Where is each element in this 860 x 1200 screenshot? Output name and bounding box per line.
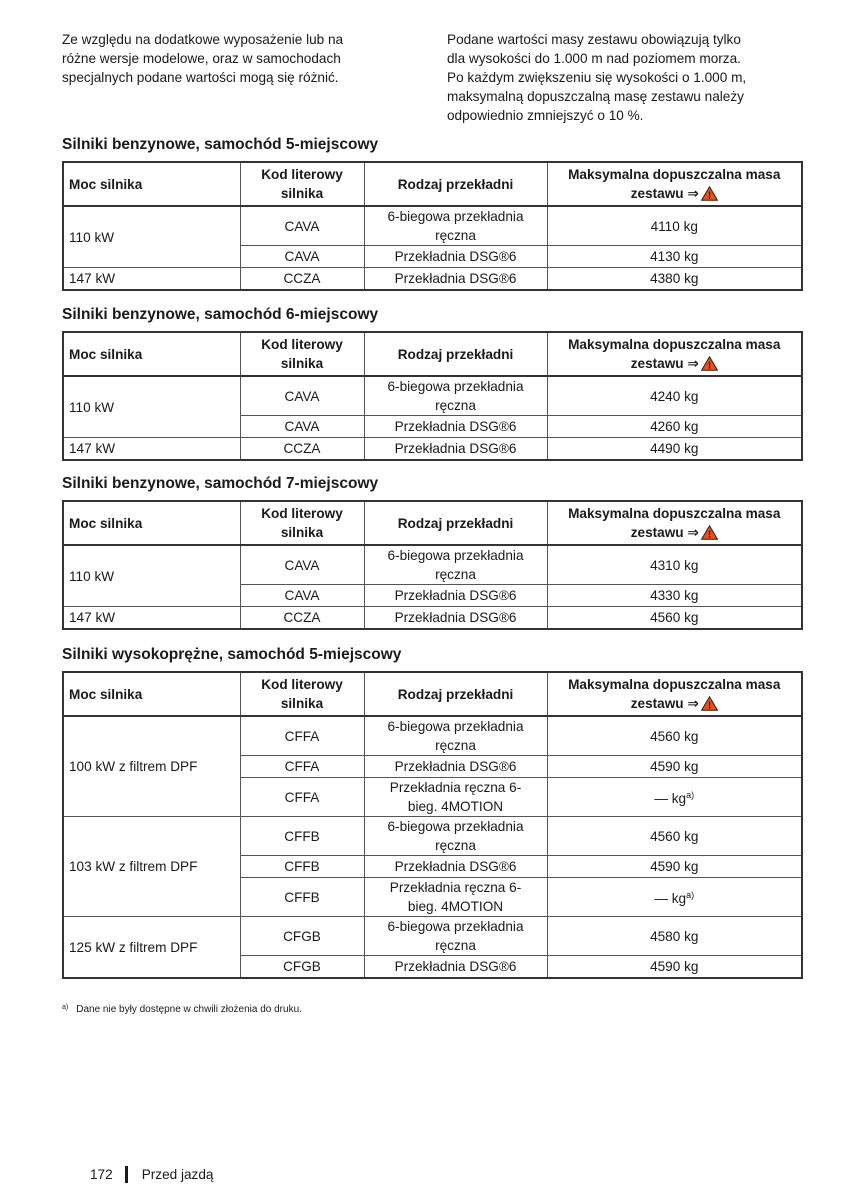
gearbox-line: Przekładnia ręczna 6- [389,880,522,895]
intro-line: dla wysokości do 1.000 m nad poziomem morza. [447,51,741,66]
gearbox-line: Przekładnia DSG®6 [394,959,517,974]
gearbox-line: Przekładnia DSG®6 [394,859,517,874]
mass-value: 4580 kg [650,928,699,944]
max-mass-cell [547,756,802,778]
header-code [240,332,364,376]
max-mass-cell [547,778,802,817]
engine-code-cell: CFGB [240,956,364,979]
header-mass-line: zestawu ⇒ [630,356,699,371]
intro-line: specjalnych podane wartości mogą się różnić. [62,70,339,85]
gearbox-line: ręczna [435,938,476,953]
header-code-line: Kod literowy [261,167,343,182]
mass-value: 4590 kg [650,959,699,974]
gearbox-cell [364,917,547,956]
engine-code-cell: CAVA [240,246,364,268]
page-number: 172 [90,1167,113,1182]
gearbox-cell [364,416,547,438]
gearbox-line: ręczna [435,228,476,243]
section-title: Silniki benzynowe, samochód 6-miejscowy [62,306,379,323]
gearbox-line: ręczna [435,838,476,853]
warning-triangle-icon [701,356,718,371]
gearbox-line: bieg. 4MOTION [407,799,504,814]
header-gearbox: Rodzaj przekładni [364,162,547,206]
footnote-mark: a) [62,1004,69,1011]
header-power: Moc silnika [63,332,240,376]
warning-triangle-icon [701,696,718,711]
gearbox-cell [364,206,547,246]
footer-divider [125,1166,128,1183]
engine-code-cell: CCZA [240,438,364,461]
gearbox-cell [364,778,547,817]
towing-mass-table [62,161,803,291]
header-code-line: silnika [280,356,324,371]
intro-left [62,30,397,87]
gearbox-line: Przekładnia DSG®6 [394,610,517,625]
gearbox-line: ręczna [435,398,476,413]
header-mass [547,162,802,206]
max-mass-cell [547,878,802,917]
chapter-title: Przed jazdą [141,1167,214,1182]
max-mass-cell [547,817,802,856]
spec-section [62,305,802,461]
mass-value: 4380 kg [650,271,699,286]
engine-power-cell: 147 kW [63,268,240,291]
mass-value: — kg [654,791,687,806]
header-code-line: Kod literowy [261,337,343,352]
table-row [63,716,802,756]
engine-code-cell: CAVA [240,376,364,416]
intro-line: różne wersje modelowe, oraz w samochodach [62,51,341,66]
towing-mass-table [62,331,803,461]
mass-value: 4590 kg [650,759,699,774]
engine-code-cell: CAVA [240,545,364,585]
engine-power-cell: 147 kW [63,607,240,630]
header-gearbox: Rodzaj przekładni [364,672,547,716]
table-row [63,438,802,461]
spec-section [62,135,802,291]
engine-code-cell: CFGB [240,917,364,956]
engine-power-cell: 110 kW [63,206,240,268]
header-code-line: silnika [280,696,324,711]
gearbox-cell [364,376,547,416]
engine-code-cell: CFFB [240,878,364,917]
header-code [240,672,364,716]
table-row [63,206,802,246]
header-gearbox: Rodzaj przekładni [364,501,547,545]
header-code-line: silnika [280,186,324,201]
header-power: Moc silnika [63,501,240,545]
header-mass-line: Maksymalna dopuszczalna masa [568,506,781,521]
intro-line: maksymalną dopuszczalną masę zestawu należy [447,89,744,104]
header-power: Moc silnika [63,162,240,206]
gearbox-line: 6-biegowa przekładnia [387,548,524,563]
gearbox-cell [364,716,547,756]
header-gearbox: Rodzaj przekładni [364,332,547,376]
table-row [63,607,802,630]
max-mass-cell [547,376,802,416]
section-title: Silniki benzynowe, samochód 5-miejscowy [62,136,379,153]
max-mass-cell [547,206,802,246]
mass-value: 4330 kg [650,588,699,603]
header-code-line: Kod literowy [261,677,343,692]
header-code [240,162,364,206]
header-mass-line: Maksymalna dopuszczalna masa [568,167,781,182]
engine-code-cell: CFFA [240,756,364,778]
gearbox-cell [364,756,547,778]
mass-value: 4130 kg [650,249,699,264]
gearbox-cell [364,268,547,291]
header-row [63,162,802,206]
engine-power-cell: 110 kW [63,545,240,607]
header-mass-line: Maksymalna dopuszczalna masa [568,677,781,692]
mass-value: 4560 kg [650,828,699,844]
header-row [63,501,802,545]
intro-line: Po każdym zwiększeniu się wysokości o 1.000 m, [447,70,747,85]
intro-line: Ze względu na dodatkowe wyposażenie lub na [62,32,344,47]
max-mass-cell [547,917,802,956]
gearbox-line: 6-biegowa przekładnia [387,379,524,394]
engine-power-cell: 103 kW z filtrem DPF [63,817,240,917]
engine-code-cell: CFFA [240,716,364,756]
gearbox-line: 6-biegowa przekładnia [387,719,524,734]
engine-power-cell: 147 kW [63,438,240,461]
mass-value: 4310 kg [650,557,699,573]
engine-code-cell: CAVA [240,416,364,438]
spec-section [62,474,802,630]
max-mass-cell [547,416,802,438]
max-mass-cell [547,956,802,979]
max-mass-cell [547,438,802,461]
mass-value: 4560 kg [650,728,699,744]
svg-text:!: ! [707,360,711,371]
max-mass-cell [547,716,802,756]
max-mass-cell [547,246,802,268]
engine-code-cell: CCZA [240,268,364,291]
gearbox-line: Przekładnia DSG®6 [394,419,517,434]
svg-text:!: ! [707,700,711,711]
header-mass [547,672,802,716]
section-title: Silniki wysokoprężne, samochód 5-miejscowy [62,646,402,663]
footnote-ref: a) [686,790,695,800]
gearbox-line: bieg. 4MOTION [407,899,504,914]
header-row [63,332,802,376]
footnote-text: Dane nie były dostępne w chwili złożenia do druku. [76,1004,302,1015]
page-footer [90,1166,213,1183]
header-mass-line: Maksymalna dopuszczalna masa [568,337,781,352]
mass-value: 4590 kg [650,859,699,874]
max-mass-cell [547,607,802,630]
intro-line: Podane wartości masy zestawu obowiązują tylko [447,32,741,47]
engine-code-cell: CFFB [240,817,364,856]
table-row [63,268,802,291]
spec-section [62,645,802,979]
engine-power-cell: 100 kW z filtrem DPF [63,716,240,817]
gearbox-cell [364,878,547,917]
header-mass [547,332,802,376]
gearbox-line: ręczna [435,567,476,582]
gearbox-line: Przekładnia ręczna 6- [389,780,522,795]
gearbox-line: 6-biegowa przekładnia [387,919,524,934]
gearbox-line: Przekładnia DSG®6 [394,588,517,603]
gearbox-cell [364,438,547,461]
mass-value: 4490 kg [650,441,699,456]
engine-code-cell: CAVA [240,206,364,246]
header-mass-line: zestawu ⇒ [630,696,699,711]
gearbox-cell [364,856,547,878]
header-mass-line: zestawu ⇒ [630,525,699,540]
mass-value: — kg [654,891,687,906]
table-row [63,817,802,856]
towing-mass-table [62,671,803,979]
max-mass-cell [547,545,802,585]
mass-value: 4240 kg [650,388,699,404]
max-mass-cell [547,585,802,607]
gearbox-cell [364,817,547,856]
intro-line: odpowiednio zmniejszyć o 10 %. [447,108,644,123]
footnote [62,1004,302,1015]
gearbox-cell [364,607,547,630]
svg-text:!: ! [707,190,711,201]
max-mass-cell [547,856,802,878]
gearbox-cell [364,246,547,268]
header-power: Moc silnika [63,672,240,716]
engine-code-cell: CAVA [240,585,364,607]
towing-mass-table [62,500,803,630]
gearbox-line: Przekładnia DSG®6 [394,441,517,456]
warning-triangle-icon [701,186,718,201]
table-row [63,376,802,416]
header-mass-line: zestawu ⇒ [630,186,699,201]
mass-value: 4560 kg [650,610,699,625]
warning-triangle-icon [701,525,718,540]
engine-code-cell: CFFB [240,856,364,878]
engine-code-cell: CFFA [240,778,364,817]
engine-code-cell: CCZA [240,607,364,630]
header-code-line: Kod literowy [261,506,343,521]
gearbox-cell [364,585,547,607]
max-mass-cell [547,268,802,291]
gearbox-cell [364,956,547,979]
gearbox-line: Przekładnia DSG®6 [394,249,517,264]
gearbox-cell [364,545,547,585]
engine-power-cell: 110 kW [63,376,240,438]
svg-text:!: ! [707,529,711,540]
intro-right [447,30,797,125]
header-code [240,501,364,545]
gearbox-line: 6-biegowa przekładnia [387,209,524,224]
table-row [63,917,802,956]
gearbox-line: 6-biegowa przekładnia [387,819,524,834]
table-row [63,545,802,585]
mass-value: 4260 kg [650,419,699,434]
mass-value: 4110 kg [650,218,698,234]
footnote-ref: a) [686,890,695,900]
engine-power-cell: 125 kW z filtrem DPF [63,917,240,979]
gearbox-line: Przekładnia DSG®6 [394,759,517,774]
gearbox-line: Przekładnia DSG®6 [394,271,517,286]
header-code-line: silnika [280,525,324,540]
section-title: Silniki benzynowe, samochód 7-miejscowy [62,475,379,492]
header-mass [547,501,802,545]
header-row [63,672,802,716]
gearbox-line: ręczna [435,738,476,753]
